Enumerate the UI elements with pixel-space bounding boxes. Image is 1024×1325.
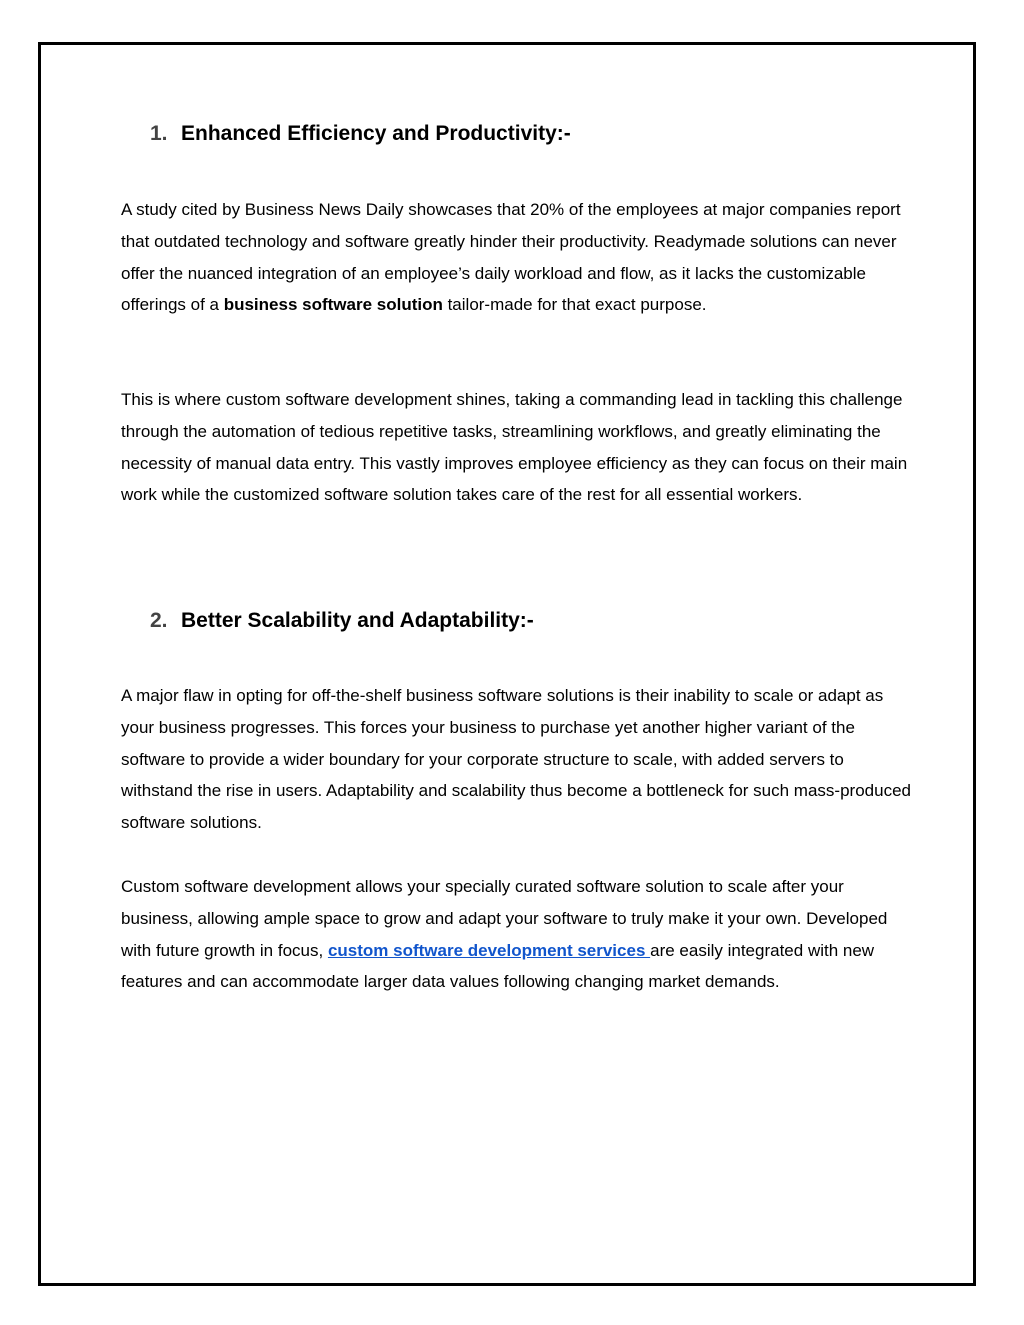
paragraph-text: A study cited by Business News Daily showcases that 20% of the employees at major companies report that outdated technology and software greatly hinder their productivity. Readymade solutions can never offer the nuanced integration of an employee’s daily workload and flow, as it lacks the customizable offerings of a <box>121 200 901 315</box>
paragraph-efficiency-study <box>121 194 911 321</box>
custom-software-services-link[interactable]: custom software development services <box>327 940 651 960</box>
paragraph-custom-development: This is where custom software development shines, taking a commanding lead in tackling this challenge through the automation of tedious repetitive tasks, streamlining workflows, and greatly eliminating the necessity of manual data entry. This vastly improves employee efficiency as they can focus on their main work while the customized software solution takes care of the rest for all essential workers. <box>121 390 908 505</box>
section-heading-2 <box>150 607 534 635</box>
bold-phrase: business software solution <box>223 295 443 315</box>
paragraph-off-the-shelf-flaw: A major flaw in opting for off-the-shelf business software solutions is their inability to scale or adapt as your business progresses. This forces your business to purchase yet another higher variant of the software to provide a wider boundary for your corporate structure to scale, with added servers to withstand the rise in users. Adaptability and scalability thus become a bottleneck for such mass-produced software solutions. <box>121 686 911 833</box>
paragraph-custom-scalability <box>121 871 911 998</box>
paragraph-text: Custom software development allows your specially curated software solution to scale after your business, allowing ample space to grow and adapt your software to truly make it your own. Developed with future growth in focus, <box>121 877 888 960</box>
heading-title: Enhanced Efficiency and Productivity:- <box>181 122 571 145</box>
paragraph-text: tailor-made for that exact purpose. <box>442 295 707 315</box>
heading-number: 2. <box>150 609 168 632</box>
heading-number: 1. <box>150 122 168 145</box>
paragraph-text: are easily integrated with new features and can accommodate larger data values following changing market demands. <box>121 940 875 992</box>
heading-title: Better Scalability and Adaptability:- <box>181 609 534 632</box>
section-heading-1 <box>150 120 571 148</box>
